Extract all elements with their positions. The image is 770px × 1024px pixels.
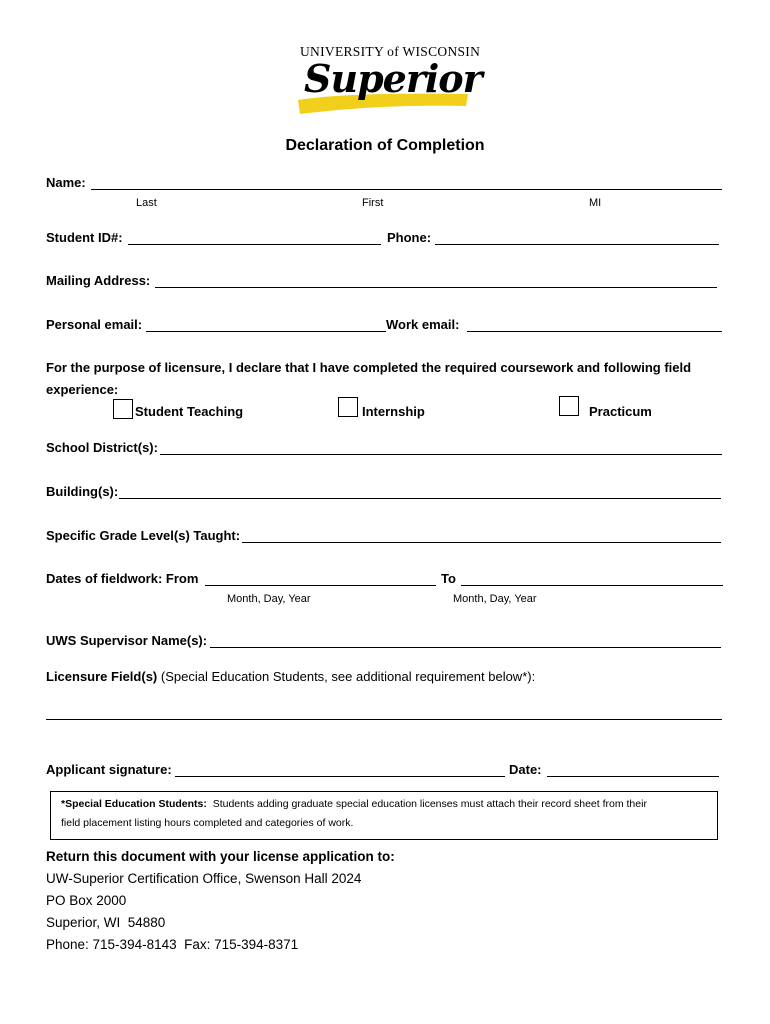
date-to-field[interactable] (461, 585, 723, 586)
buildings-label: Building(s): (46, 484, 119, 499)
name-sub-first: First (362, 197, 384, 209)
special-note-line1 (61, 795, 707, 814)
special-note-heading: *Special Education Students: (61, 798, 207, 810)
internship-checkbox[interactable] (338, 397, 358, 417)
date-label: Date: (509, 762, 542, 777)
declaration-text-line2: experience: (46, 382, 119, 397)
student-teaching-label: Student Teaching (135, 404, 244, 419)
logo-university-text: UNIVERSITY of WISCONSIN (300, 44, 481, 59)
special-education-note (50, 791, 718, 840)
licensure-label-row (46, 669, 535, 684)
return-line-pobox: PO Box 2000 (46, 893, 127, 908)
return-line-office: UW-Superior Certification Office, Swenson Hall 2024 (46, 871, 362, 886)
return-heading: Return this document with your license application to: (46, 849, 395, 864)
special-note-text2: field placement listing hours completed and categories of work. (61, 817, 354, 829)
declaration-text-line1: For the purpose of licensure, I declare that I have completed the required coursework and following field (46, 360, 692, 375)
date-field[interactable] (547, 776, 719, 777)
name-label: Name: (46, 175, 86, 190)
student-teaching-checkbox[interactable] (113, 399, 133, 419)
personal-email-field[interactable] (146, 331, 386, 332)
phone-field[interactable] (435, 244, 719, 245)
grade-level-field[interactable] (242, 542, 721, 543)
date-from-hint: Month, Day, Year (227, 593, 311, 605)
return-line-city: Superior, WI 54880 (46, 915, 166, 930)
supervisor-label: UWS Supervisor Name(s): (46, 633, 208, 648)
logo-campus-text: Superior (304, 56, 482, 101)
licensure-note: (Special Education Students, see additional requirement below*): (157, 669, 536, 684)
student-id-label: Student ID#: (46, 230, 123, 245)
special-note-text1: Students adding graduate special education licenses must attach their record sheet from their (206, 798, 647, 810)
date-to-hint: Month, Day, Year (453, 593, 537, 605)
student-id-field[interactable] (128, 244, 381, 245)
work-email-label: Work email: (386, 317, 460, 332)
grade-level-label: Specific Grade Level(s) Taught: (46, 528, 241, 543)
university-logo (290, 42, 480, 122)
phone-label: Phone: (387, 230, 432, 245)
name-sub-last: Last (136, 197, 157, 209)
school-district-field[interactable] (160, 454, 722, 455)
date-from-field[interactable] (205, 585, 436, 586)
return-line-phone: Phone: 715-394-8143 Fax: 715-394-8371 (46, 937, 299, 952)
work-email-field[interactable] (467, 331, 722, 332)
dates-to-label: To (441, 571, 456, 586)
name-sub-mi: MI (589, 197, 602, 209)
licensure-label: Licensure Field(s) (46, 669, 158, 684)
school-district-label: School District(s): (46, 440, 158, 455)
mailing-address-field[interactable] (155, 287, 717, 288)
internship-label: Internship (362, 404, 425, 419)
buildings-field[interactable] (119, 498, 721, 499)
dates-from-label: Dates of fieldwork: From (46, 571, 199, 586)
practicum-label: Practicum (589, 404, 652, 419)
personal-email-label: Personal email: (46, 317, 143, 332)
practicum-checkbox[interactable] (559, 396, 579, 416)
licensure-field[interactable] (46, 719, 722, 720)
mailing-address-label: Mailing Address: (46, 273, 151, 288)
signature-label: Applicant signature: (46, 762, 172, 777)
name-field[interactable] (91, 189, 722, 190)
signature-field[interactable] (175, 776, 505, 777)
supervisor-field[interactable] (210, 647, 721, 648)
page-title: Declaration of Completion (285, 137, 485, 154)
